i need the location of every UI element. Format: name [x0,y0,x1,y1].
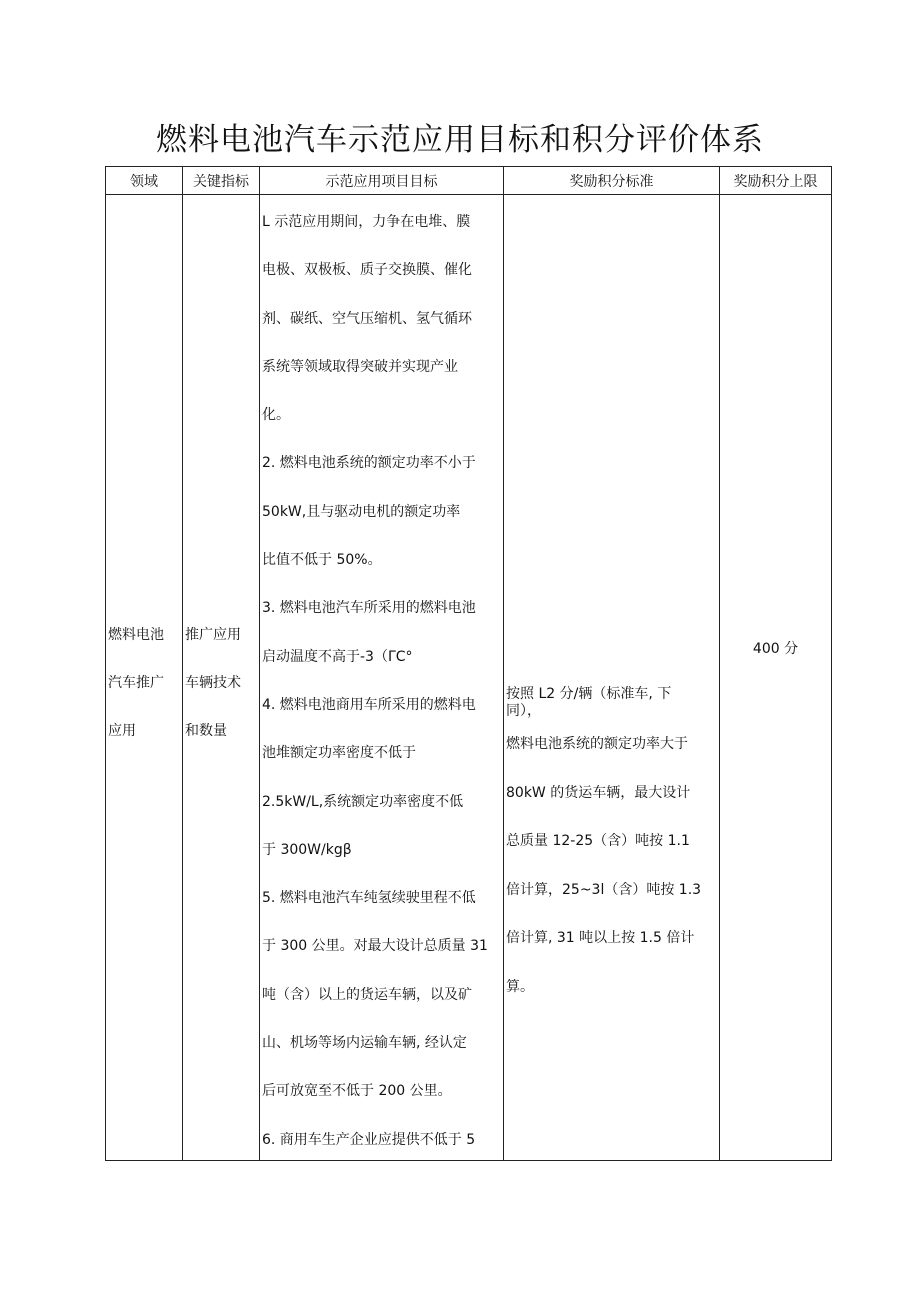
criteria-line: 倍计算，25~3l（含）吨按 1.3 [506,881,702,898]
page-title: 燃料电池汽车示范应用目标和积分评价体系 [156,122,764,158]
goal-line: 系统等领域取得突破并实现产业 [262,358,458,375]
header-domain: 领域 [106,167,183,195]
goal-line: 50kW,且与驱动电机的额定功率 [262,503,461,520]
scoring-table [105,166,832,1161]
criteria-line: 80kW 的货运车辆，最大设计 [506,784,691,801]
goal-line: 吨（含）以上的货运车辆，以及矿 [262,986,472,1003]
domain-line: 应用 [108,723,136,739]
max-points-value: 400 分 [752,640,799,657]
indicator-cell [183,195,260,1161]
goal-line: 化。 [262,407,290,424]
table-row [106,195,832,1161]
indicator-line: 和数量 [185,723,227,739]
criteria-line: 算。 [506,978,534,995]
goals-list [262,198,501,1164]
max-points-cell [720,195,832,1161]
criteria-list [506,686,717,1011]
goal-line: 启动温度不高于-3（ΓC° [262,648,413,665]
goal-line: 2. 燃料电池系统的额定功率不小于 [262,455,476,472]
goal-line: 比值不低于 50%。 [262,552,382,569]
criteria-cell [504,195,720,1161]
criteria-head-line: 同）， [506,703,541,719]
criteria-head-line: 按照 L2 分/辆（标准车, 下 [506,686,672,702]
goal-line: 于 300 公里。对最大设计总质量 31 [262,938,488,955]
goals-cell [260,195,504,1161]
indicator-line: 推广应用 [185,627,241,643]
goal-line: 3. 燃料电池汽车所采用的燃料电池 [262,600,476,617]
header-reward-cap: 奖励积分上限 [720,167,832,195]
goal-line: 后可放宽至不低于 200 公里。 [262,1083,452,1100]
table-header-row [106,167,832,195]
goal-line: 于 300W/kgβ [262,841,352,858]
criteria-line: 倍计算, 31 吨以上按 1.5 倍计 [506,930,695,946]
goal-line: 电极、双极板、质子交换膜、催化 [262,262,472,279]
goal-line: 2.5kW/L,系统额定功率密度不低 [262,793,464,810]
goal-line: 池堆额定功率密度不低于 [262,745,416,762]
domain-cell [106,195,183,1161]
goal-line: L 示范应用期间，力争在电堆、膜 [262,214,471,230]
goal-line: 5. 燃料电池汽车纯氢续驶里程不低 [262,890,476,907]
header-project-goal: 示范应用项目目标 [260,167,504,195]
goal-line: 剂、碳纸、空气压缩机、氢气循环 [262,310,472,327]
header-key-indicator: 关键指标 [183,167,260,195]
domain-line: 燃料电池 [108,627,164,643]
goal-line: 山、机场等场内运输车辆, 经认定 [262,1035,467,1052]
criteria-line: 总质量 12-25（含）吨按 1.1 [506,833,690,849]
indicator-line: 车辆技术 [185,675,241,691]
criteria-line: 燃料电池系统的额定功率大于 [506,736,688,752]
goal-line: 4. 燃料电池商用车所采用的燃料电 [262,696,476,713]
header-reward-criteria: 奖励积分标准 [504,167,720,195]
domain-line: 汽车推广 [108,675,164,691]
goal-line: 6. 商用车生产企业应提供不低于 5 [262,1131,476,1148]
